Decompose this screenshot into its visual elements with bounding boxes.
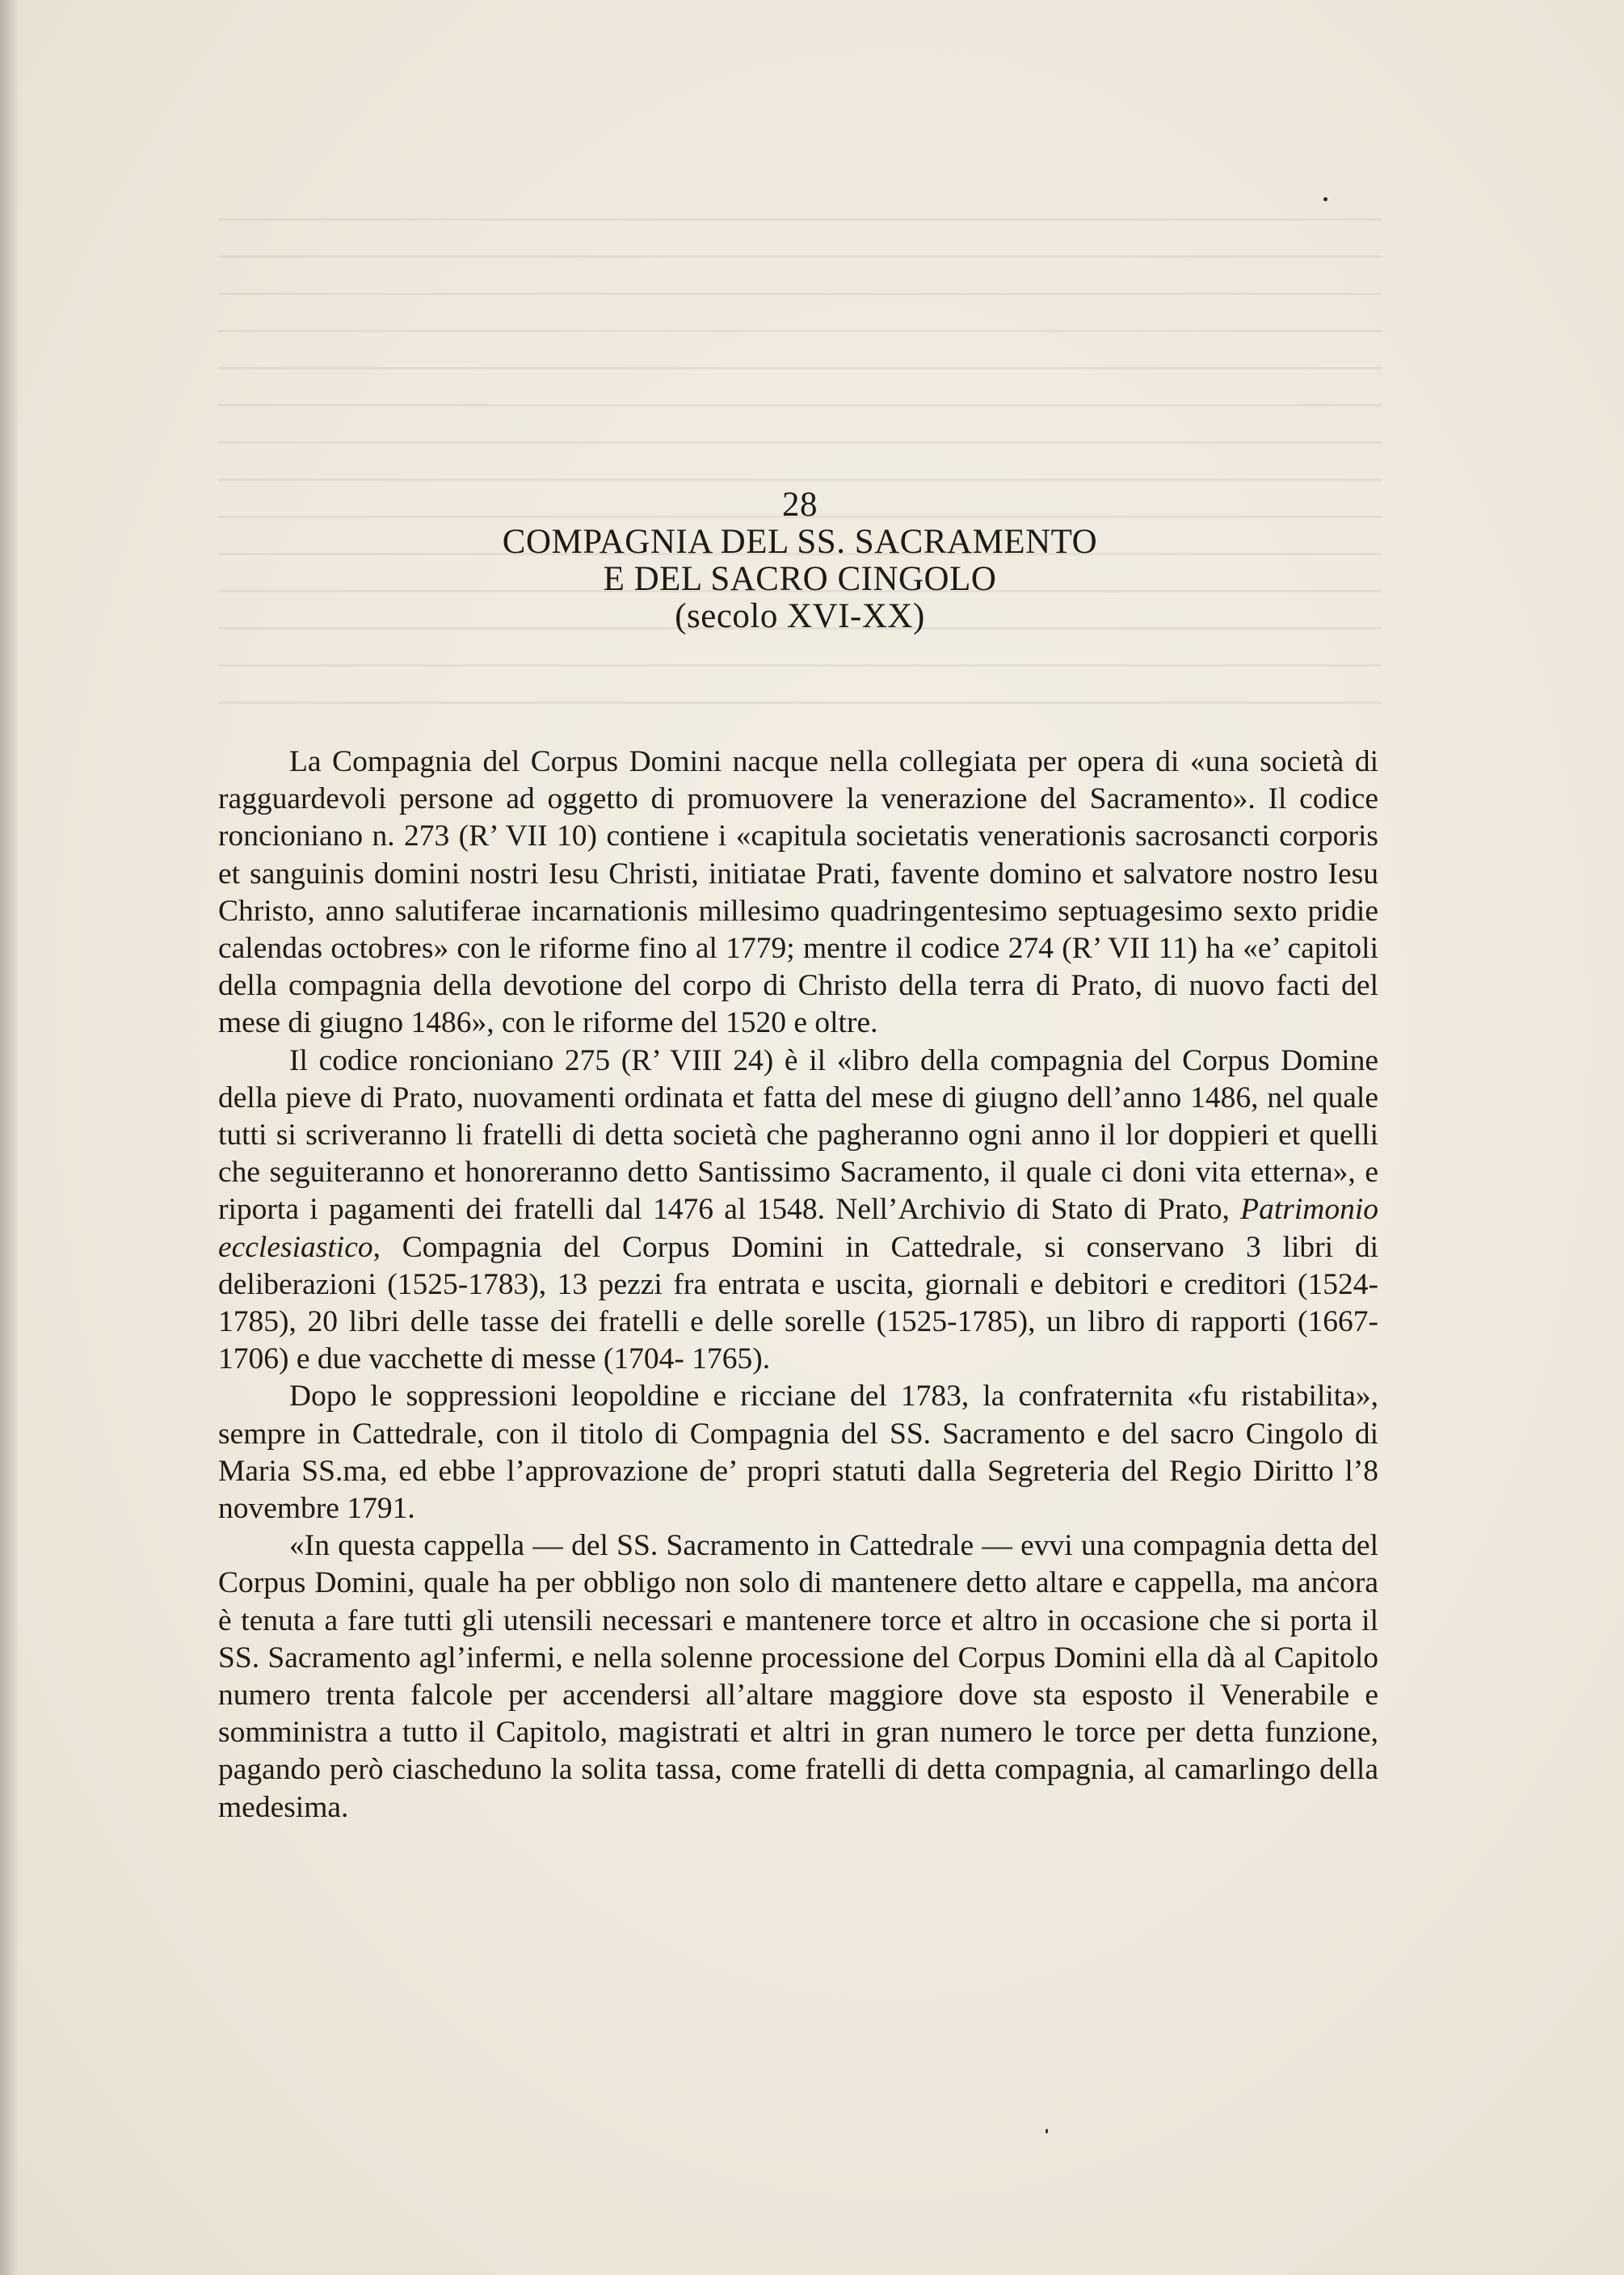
body-text [218, 744, 1378, 1826]
paragraph-2-part-2: , Compagnia del Corpus Domini in Cattedrale, si conservano 3 libri di deliberazioni (1525-1783), 13 pezzi fra entrata e uscita, giornali e debitori e creditori (1524-1785), 20 libri delle tasse dei fratelli e delle sorelle (1525-1785), un libro di rapporti (1667-1706) e due vacchette di messe (1704- 1765). [218, 1230, 1378, 1376]
paragraph-2-italic-title: Patrimonio ecclesiastico [218, 1193, 1378, 1264]
ink-speck [1323, 197, 1327, 201]
show-through-text [218, 218, 1382, 719]
chapter-heading [218, 487, 1382, 635]
chapter-title-line-1: COMPAGNIA DEL SS. SACRAMENTO [502, 523, 1098, 561]
chapter-period: (secolo XVI-XX) [675, 597, 925, 635]
paragraph-3: Dopo le soppressioni leopoldine e ricciane del 1783, la confraternita «fu ristabilita», sempre in Cattedrale, con il titolo di Compagnia del SS. Sacramento e del sacro Cingolo di Maria SS.ma, ed ebbe l’approvazione de’ propri statuti dalla Segreteria del Regio Diritto l’8 novembre 1791. [218, 1380, 1378, 1526]
paragraph-4: «In questa cappella — del SS. Sacramento in Cattedrale — evvi una compagnia detta del Corpus Domini, quale ha per obbligo non solo di mantenere detto altare e cappella, ma ancora è tenuta a fare tutti gli utensili necessari e mantenere torce et altro in occasione che si porta il SS. Sacramento agl’infermi, e nella solenne processione del Corpus Domini ella dà al Capitolo numero trenta falcole per accendersi all’altare maggiore dove sta esposto il Venerabile e somministra a tutto il Capitolo, magistrati et altri in gran numero le torce per detta funzione, pagando però ciascheduno la solita tassa, come fratelli di detta compagnia, al camarlingo della medesima. [218, 1529, 1378, 1824]
chapter-number: 28 [782, 486, 818, 524]
chapter-title-line-2: E DEL SACRO CINGOLO [603, 560, 997, 598]
paragraph-1: La Compagnia del Corpus Domini nacque nella collegiata per opera di «una società di ragguardevoli persone ad oggetto di promuovere la venerazione del Sacramento». Il codice roncioniano n. 273 (R’ VII 10) contiene i «capitula societatis venerationis sacrosancti corporis et sanguinis domini nostri Iesu Christi, initiatae Prati, favente domino et salvatore nostro Iesu Christo, anno salutiferae incarnationis millesimo quadringentesimo septuagesimo sexto pridie calendas octobres» con le riforme fino al 1779; mentre il codice 274 (R’ VII 11) ha «e’ capitoli della compagnia della devotione del corpo di Christo della terra di Prato, di nuovo facti del mese di giugno 1486», con le riforme del 1520 e oltre. [218, 745, 1378, 1040]
paragraph-2-part-1: Il codice roncioniano 275 (R’ VIII 24) è il «libro della compagnia del Corpus Domine della pieve di Prato, nuovamenti ordinata et fatta del mese di giugno dell’anno 1486, nel quale tutti si scriveranno li fratelli di detta società che pagheranno ogni anno il lor doppieri et quelli che seguiteranno et honoreranno detto Santissimo Sacramento, il quale ci doni vita etterna», e riporta i pagamenti dei fratelli dal 1476 al 1548. Nell’Archivio di Stato di Prato, [218, 1043, 1378, 1227]
binding-gutter-shadow [0, 0, 18, 2275]
ink-speck [1046, 2129, 1048, 2134]
paragraph-2 [218, 1043, 1378, 1379]
